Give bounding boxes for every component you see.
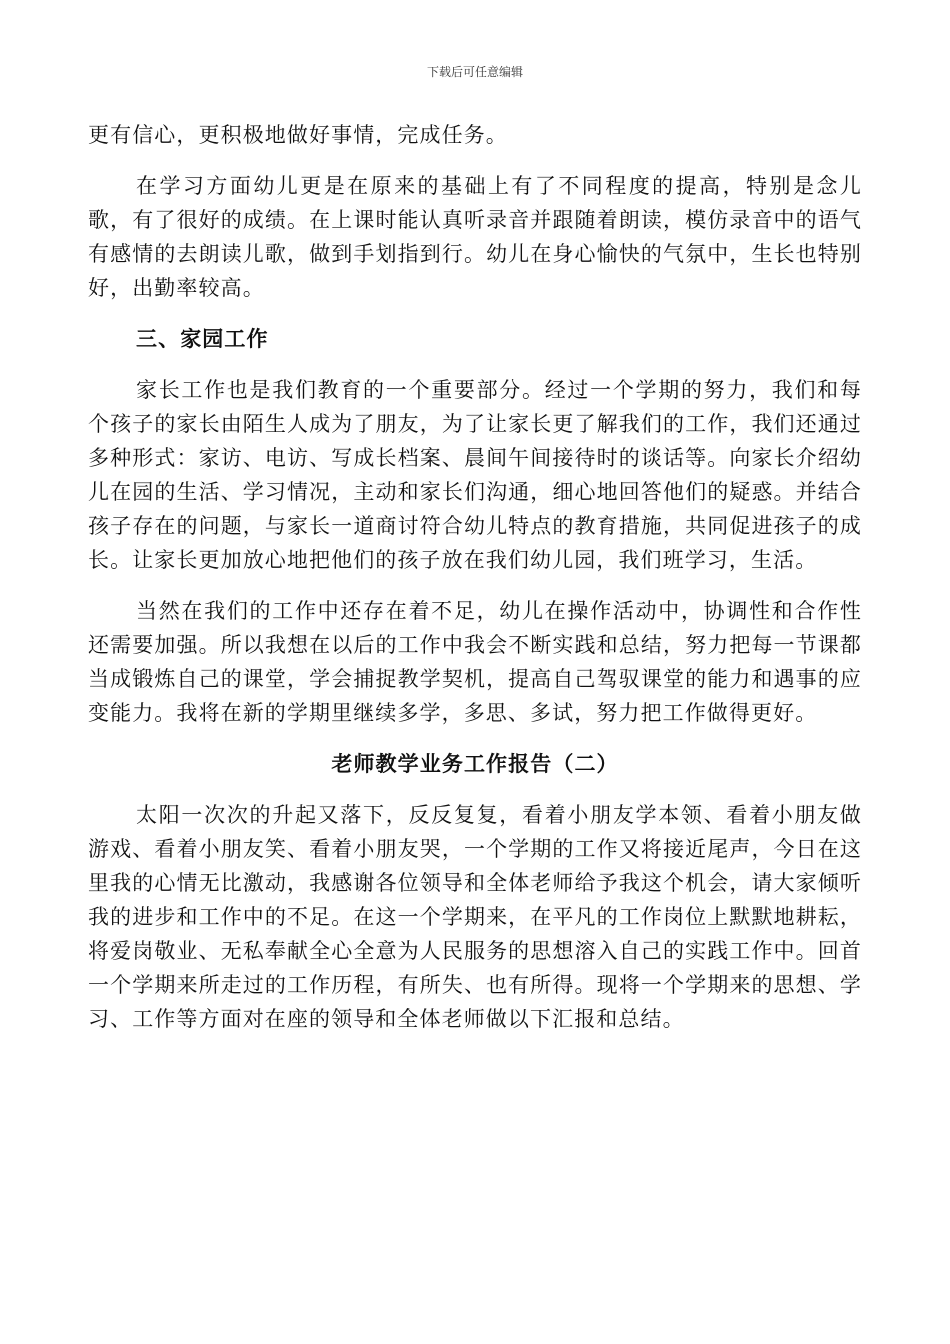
paragraph-study: 在学习方面幼儿更是在原来的基础上有了不同程度的提高，特别是念儿歌，有了很好的成绩。在上课时能认真听录音并跟随着朗读，模仿录音中的语气有感情的去朗读儿歌，做到手划指到行。幼儿在身心愉快的气氛中，生长也特别好，出勤率较高。 [88, 174, 862, 300]
paragraph-shortcomings: 当然在我们的工作中还存在着不足，幼儿在操作活动中，协调性和合作性还需要加强。所以我想在以后的工作中我会不断实践和总结，努力把每一节课都当成锻炼自己的课堂，学会捕捉教学契机，提高自己驾驭课堂的能力和遇事的应变能力。我将在新的学期里继续多学，多思、多试，努力把工作做得更好。 [88, 599, 862, 725]
report-title: 老师教学业务工作报告（二） [331, 752, 619, 776]
paragraph-intro: 太阳一次次的升起又落下，反反复复，看着小朋友学本领、看着小朋友做游戏、看着小朋友笑、看着小朋友哭，一个学期的工作又将接近尾声，今日在这里我的心情无比激动，我感谢各位领导和全体老师给予我这个机会，请大家倾听我的进步和工作中的不足。在这一个学期来，在平凡的工作岗位上默默地耕耘，将爱岗敬业、无私奉献全心全意为人民服务的思想溶入自己的实践工作中。回首一个学期来所走过的工作历程，有所失、也有所得。现将一个学期来的思想、学习、工作等方面对在座的领导和全体老师做以下汇报和总结。 [88, 803, 862, 1031]
section-heading-home-school: 三、家园工作 [136, 327, 269, 351]
paragraph-continuation: 更有信心，更积极地做好事情，完成任务。 [88, 123, 508, 147]
page-header: 下载后可任意编辑 [426, 65, 523, 79]
paragraph-parents: 家长工作也是我们教育的一个重要部分。经过一个学期的努力，我们和每个孩子的家长由陌生人成为了朋友，为了让家长更了解我们的工作，我们还通过多种形式：家访、电访、写成长档案、晨间午间接待时的谈话等。向家长介绍幼儿在园的生活、学习情况，主动和家长们沟通，细心地回答他们的疑惑。并结合孩子存在的问题，与家长一道商讨符合幼儿特点的教育措施，共同促进孩子的成长。让家长更加放心地把他们的孩子放在我们幼儿园，我们班学习，生活。 [88, 378, 862, 572]
document-body [88, 118, 862, 1036]
